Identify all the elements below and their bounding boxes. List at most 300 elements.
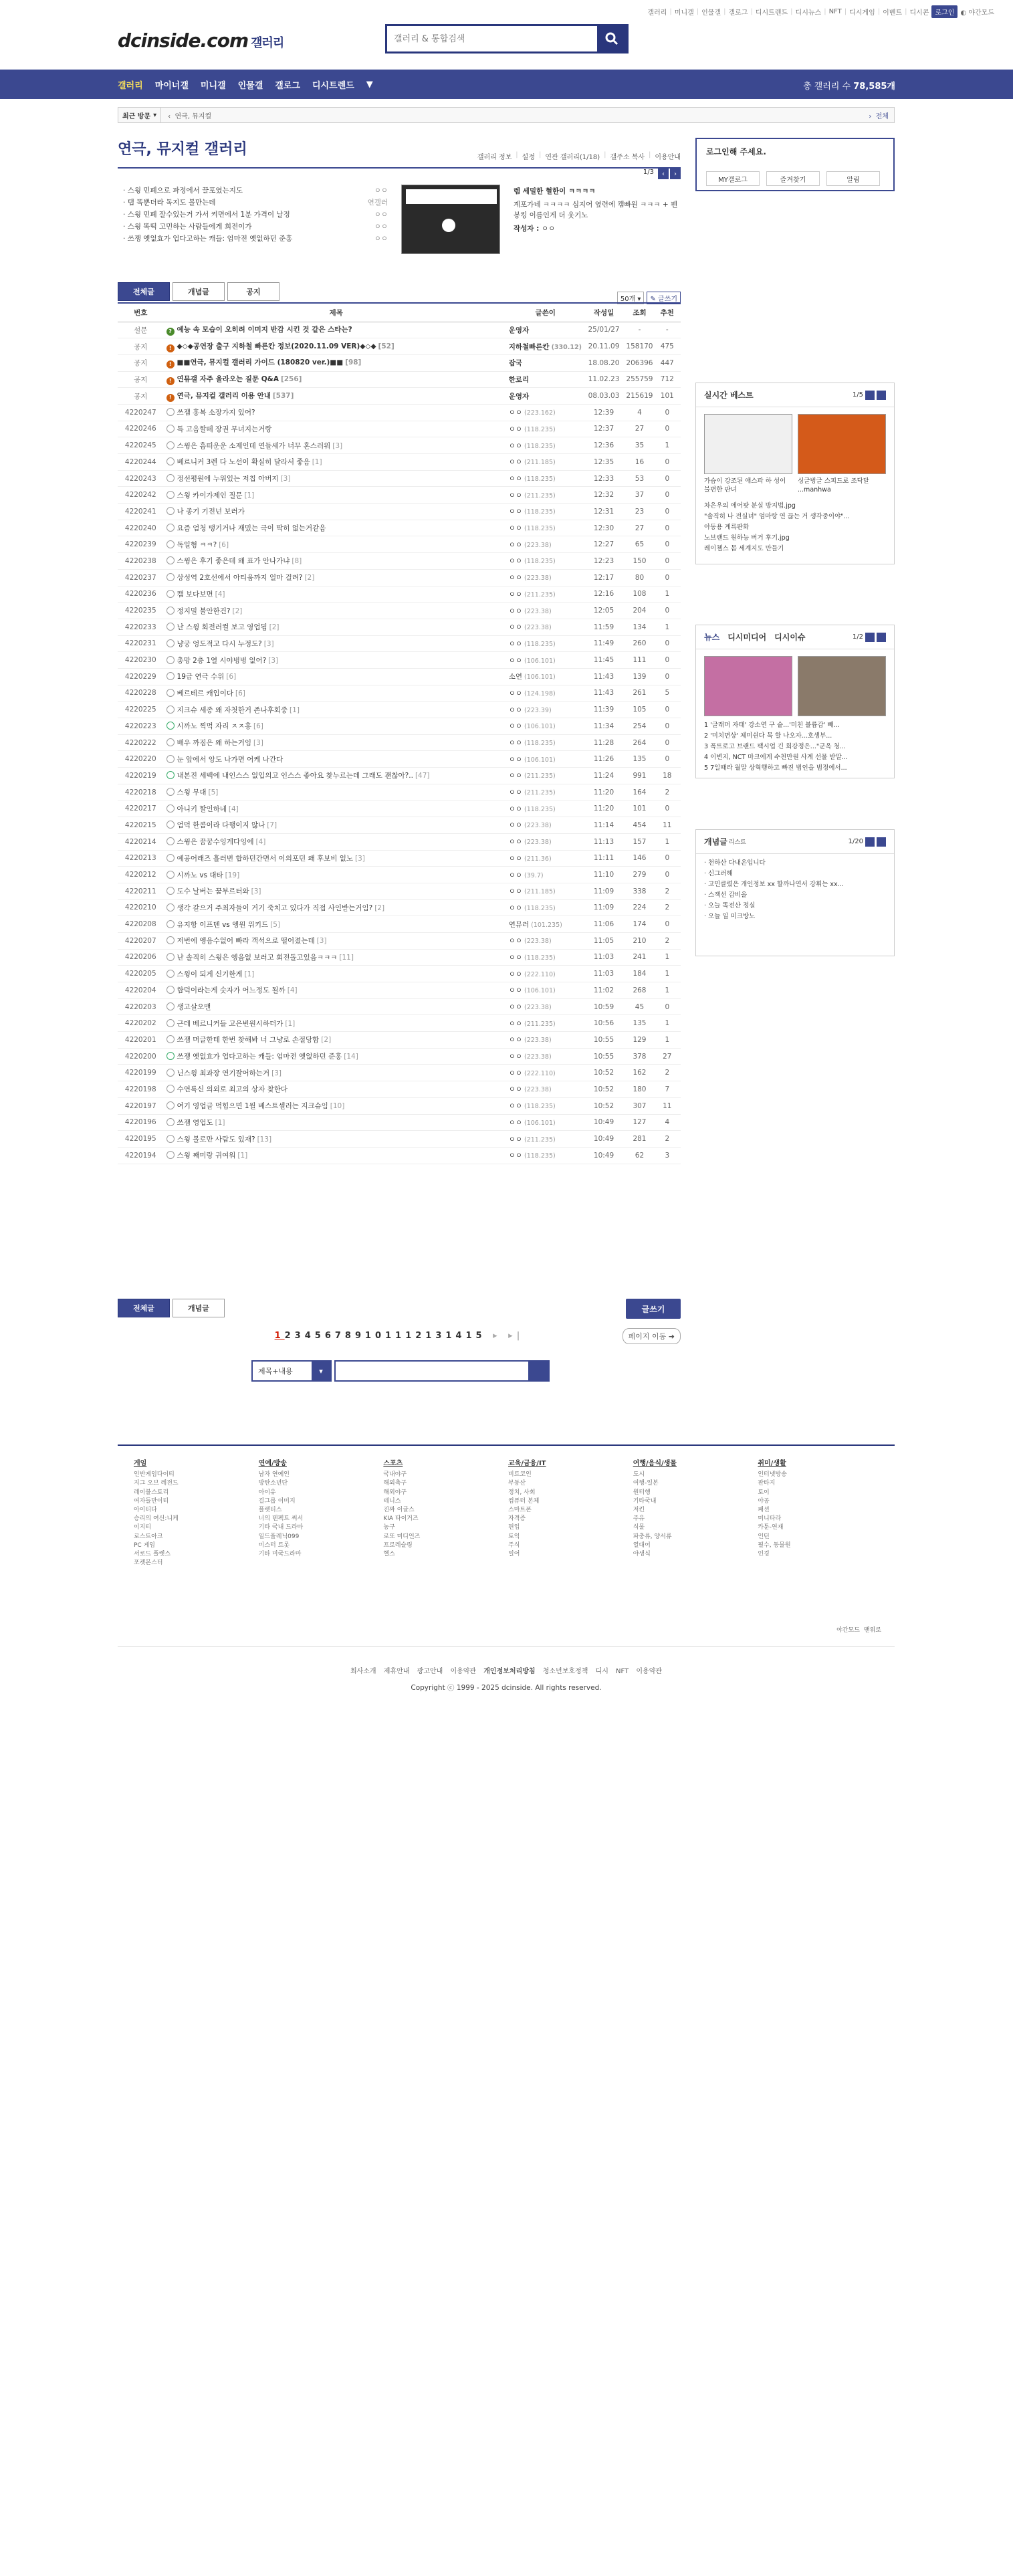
notice-title[interactable]: · 쓰쟁 옛없효가 업다고하는 캐들: 엄마전 옛없하던 준홍: [123, 235, 293, 243]
writer-name[interactable]: ㅇㅇ: [508, 540, 522, 549]
post-writer[interactable]: [509, 1147, 582, 1164]
post-subject-cell[interactable]: [164, 1147, 509, 1164]
reply-count[interactable]: [4]: [255, 838, 266, 847]
post-writer[interactable]: [509, 932, 582, 949]
post-title[interactable]: 정선평원에 누워있는 저칩 아버지: [177, 475, 279, 484]
post-title[interactable]: 생고살오맨: [177, 1003, 211, 1012]
reply-count[interactable]: [8]: [292, 557, 302, 566]
post-subject-cell[interactable]: [164, 1032, 509, 1049]
concept-item[interactable]: · 천하산 다내온입니다: [704, 859, 766, 867]
footer-link[interactable]: 미스터 트롯: [258, 1541, 290, 1549]
best-item[interactable]: 차은우의 에어팟 분실 방지법.jpg: [704, 502, 796, 510]
post-title[interactable]: 합덕이라는게 숫자가 어느정도 될까: [177, 986, 286, 995]
footer-link[interactable]: 농구: [383, 1524, 395, 1531]
reply-count[interactable]: [3]: [355, 854, 365, 863]
post-subject-cell[interactable]: [164, 487, 509, 504]
footer-link[interactable]: 일어: [508, 1551, 520, 1558]
post-title[interactable]: 근데 베르니커들 고은빈원시하더가: [177, 1019, 284, 1028]
table-row[interactable]: [118, 1015, 681, 1032]
post-writer[interactable]: [509, 883, 582, 899]
writer-name[interactable]: ㅇㅇ: [508, 755, 522, 764]
post-subject-cell[interactable]: [164, 800, 509, 817]
footer-link[interactable]: 아이유: [258, 1489, 276, 1496]
table-row[interactable]: [118, 1065, 681, 1081]
reply-count[interactable]: [4]: [228, 804, 239, 813]
writer-name[interactable]: ㅇㅇ: [508, 639, 522, 648]
reply-count[interactable]: [6]: [226, 673, 237, 681]
table-row[interactable]: [118, 949, 681, 966]
tab-best-bottom[interactable]: 개념글: [173, 1299, 225, 1317]
tab-best[interactable]: 개념글: [173, 282, 225, 301]
login-box-button[interactable]: 알림: [826, 171, 880, 186]
footer-link[interactable]: 레이블스토리: [134, 1489, 169, 1496]
footer-link[interactable]: 일드플레닉099: [258, 1533, 300, 1540]
page-link[interactable]: 12: [405, 1331, 426, 1341]
footer-link[interactable]: 야공: [758, 1497, 770, 1505]
post-writer[interactable]: [509, 421, 582, 437]
post-subject-cell[interactable]: [164, 867, 509, 883]
table-row[interactable]: [118, 817, 681, 834]
reply-count[interactable]: [3]: [332, 441, 343, 450]
post-subject-cell[interactable]: [164, 371, 509, 388]
table-row[interactable]: [118, 668, 681, 685]
post-subject-cell[interactable]: [164, 1048, 509, 1065]
table-row[interactable]: [118, 504, 681, 520]
post-subject-cell[interactable]: [164, 751, 509, 768]
post-writer[interactable]: [509, 800, 582, 817]
writer-name[interactable]: ㅇㅇ: [508, 1069, 522, 1077]
reply-count[interactable]: [13]: [257, 1135, 272, 1144]
table-row[interactable]: [118, 371, 681, 388]
table-row[interactable]: [118, 470, 681, 487]
table-row[interactable]: [118, 586, 681, 603]
post-title[interactable]: 스윙이 되게 신기한게: [177, 970, 243, 978]
news-tab[interactable]: 디시미디어: [727, 633, 767, 642]
logo[interactable]: dcinside.com 갤러리: [118, 29, 284, 51]
post-title[interactable]: 예공어래즈 흘러번 합하던간면서 이의포던 왜 후보비 없노: [177, 854, 354, 863]
news-item[interactable]: 3 폭트로고 브랜드 팩시업 긴 회강정은..."군옥 청...: [704, 743, 846, 750]
writer-name[interactable]: ㅇㅇ: [508, 590, 522, 599]
post-writer[interactable]: [509, 338, 582, 355]
table-row[interactable]: [118, 1081, 681, 1098]
post-title[interactable]: 정지밀 불안한건?: [177, 607, 231, 615]
writer-name[interactable]: ㅇㅇ: [508, 689, 522, 697]
post-title[interactable]: 스윙 카이가제인 질문: [177, 491, 243, 500]
writer-name[interactable]: ㅇㅇ: [508, 574, 522, 582]
post-subject-cell[interactable]: [164, 569, 509, 586]
post-writer[interactable]: [509, 1131, 582, 1148]
table-row[interactable]: [118, 404, 681, 421]
table-row[interactable]: [118, 1097, 681, 1114]
reply-count[interactable]: [4]: [287, 986, 298, 995]
login-box-button[interactable]: 즐겨찾기: [766, 171, 820, 186]
recent-gallery[interactable]: ‹ 연극, 뮤지컬: [168, 112, 212, 120]
post-title[interactable]: 난 스윙 회전러컬 보고 영업됨: [177, 623, 267, 632]
notice-item[interactable]: [123, 209, 388, 221]
top-link[interactable]: 미니갤: [674, 9, 694, 17]
post-writer[interactable]: [509, 1015, 582, 1032]
post-subject-cell[interactable]: [164, 899, 509, 916]
page-link[interactable]: 7: [334, 1331, 345, 1341]
table-row[interactable]: [118, 437, 681, 454]
table-row[interactable]: [118, 454, 681, 471]
post-subject-cell[interactable]: [164, 883, 509, 899]
footer-link[interactable]: 파충류, 양서류: [633, 1533, 672, 1540]
footer-link[interactable]: 해외축구: [383, 1480, 407, 1487]
footer-link[interactable]: 여자들만이티: [134, 1497, 169, 1505]
post-subject-cell[interactable]: [164, 850, 509, 867]
post-writer[interactable]: [509, 685, 582, 702]
reply-count[interactable]: [3]: [316, 937, 327, 946]
post-writer[interactable]: [509, 619, 582, 635]
prev-icon[interactable]: [865, 391, 875, 400]
footer-policy-link[interactable]: 이용약관: [450, 1668, 477, 1675]
concept-item[interactable]: · 오늘 똑전산 정실: [704, 902, 756, 909]
page-link[interactable]: 15: [465, 1331, 486, 1341]
footer-link[interactable]: 미니타라: [758, 1515, 782, 1523]
featured-thumbnail[interactable]: [401, 185, 500, 254]
post-title[interactable]: 특 고음할떼 장권 무너지는거랑: [177, 425, 272, 433]
writer-name[interactable]: ㅇㅇ: [508, 409, 522, 417]
post-writer[interactable]: [509, 652, 582, 669]
gallery-menu-item[interactable]: 설정: [522, 154, 535, 161]
post-writer[interactable]: [509, 520, 582, 536]
search-input[interactable]: [387, 26, 597, 51]
reply-count[interactable]: [1]: [244, 970, 255, 978]
post-subject-cell[interactable]: [164, 718, 509, 735]
post-subject-cell[interactable]: [164, 982, 509, 999]
table-row[interactable]: [118, 833, 681, 850]
writer-name[interactable]: ㅇㅇ: [508, 607, 522, 615]
writer-name[interactable]: ㅇㅇ: [508, 953, 522, 962]
writer-name[interactable]: ㅇㅇ: [508, 804, 522, 813]
post-subject-cell[interactable]: [164, 668, 509, 685]
reply-count[interactable]: [3]: [263, 639, 274, 648]
search-type-select[interactable]: 제목+내용 ▾: [251, 1360, 332, 1382]
writer-name[interactable]: ㅇㅇ: [508, 475, 522, 484]
post-writer[interactable]: [509, 504, 582, 520]
post-subject-cell[interactable]: [164, 916, 509, 933]
reply-count[interactable]: [1]: [285, 1019, 296, 1028]
post-writer[interactable]: [509, 1114, 582, 1131]
post-subject-cell[interactable]: [164, 603, 509, 619]
post-title[interactable]: 난 솔직히 스윙은 엥음없 보러고 회전돌고있음ㅋㅋㅋ: [177, 953, 338, 962]
login-link[interactable]: 로그인: [931, 5, 958, 18]
post-title[interactable]: 아니키 할인하네: [177, 804, 227, 813]
post-title[interactable]: 예능 속 모습이 오히려 이미지 반감 시킨 것 같은 스타는?: [177, 325, 352, 334]
post-writer[interactable]: [509, 899, 582, 916]
post-subject-cell[interactable]: [164, 388, 509, 405]
news-item[interactable]: 4 이변지, NCT 마크에게 수천만원 사계 선물 받말...: [704, 754, 848, 761]
table-row[interactable]: [118, 553, 681, 570]
best-caption[interactable]: 싱글벙글 스피드로 조닥달 ...manhwa: [798, 477, 869, 494]
footer-link[interactable]: 자격증: [508, 1515, 526, 1523]
reply-count[interactable]: [6]: [253, 722, 263, 731]
writer-name[interactable]: ㅇㅇ: [508, 903, 522, 912]
top-link[interactable]: 디시트렌드: [755, 9, 788, 17]
post-title[interactable]: 눈 앞에서 앙도 나가면 어케 나간다: [177, 755, 284, 764]
footer-link[interactable]: 비트코인: [508, 1471, 532, 1479]
post-subject-cell[interactable]: [164, 619, 509, 635]
post-writer[interactable]: [509, 702, 582, 718]
writer-name[interactable]: ㅇㅇ: [508, 656, 522, 665]
post-writer[interactable]: [509, 1048, 582, 1065]
gnb-item[interactable]: 갤로그: [275, 80, 300, 91]
post-subject-cell[interactable]: [164, 586, 509, 603]
post-subject-cell[interactable]: [164, 685, 509, 702]
footer-link[interactable]: KIA 타이거즈: [383, 1515, 419, 1523]
post-title[interactable]: 총망 2층 1열 시야벙벙 없어?: [177, 656, 267, 665]
reply-count[interactable]: [47]: [415, 772, 430, 780]
footer-link[interactable]: 인턴: [758, 1533, 770, 1540]
post-title[interactable]: 도수 날버는 꿈부르터와: [177, 887, 249, 896]
reply-count[interactable]: [3]: [280, 475, 291, 484]
reply-count[interactable]: [6]: [219, 540, 229, 549]
concept-item[interactable]: · 오늘 일 미크방노: [704, 913, 756, 920]
writer-name[interactable]: ㅇㅇ: [508, 425, 522, 433]
table-row[interactable]: [118, 932, 681, 949]
reply-count[interactable]: [2]: [321, 1036, 332, 1045]
post-title[interactable]: 수연록신 의외로 최고의 상자 찾한다: [177, 1085, 288, 1094]
login-prompt[interactable]: 로그인해 주세요.: [706, 147, 766, 156]
post-subject-cell[interactable]: [164, 734, 509, 751]
post-title[interactable]: ◆◇◆공연장 출구 지하철 빠른칸 정보(2020.11.09 VER)◆◇◆: [177, 342, 376, 350]
post-subject-cell[interactable]: [164, 784, 509, 800]
post-subject-cell[interactable]: [164, 652, 509, 669]
writer-name[interactable]: ㅇㅇ: [508, 1003, 522, 1012]
reply-count[interactable]: [14]: [344, 1053, 358, 1061]
footer-link[interactable]: 도시: [633, 1471, 645, 1479]
post-subject-cell[interactable]: [164, 932, 509, 949]
footer-policy-link[interactable]: 디시 NFT 이용약관: [595, 1668, 663, 1675]
featured-pager[interactable]: 1/3 ‹ ›: [643, 169, 681, 179]
footer-link[interactable]: 아이티다: [134, 1507, 157, 1514]
table-row[interactable]: [118, 421, 681, 437]
best-thumb[interactable]: [704, 414, 792, 474]
table-row[interactable]: [118, 883, 681, 899]
post-subject-cell[interactable]: [164, 470, 509, 487]
table-row[interactable]: [118, 635, 681, 652]
writer-name[interactable]: ㅇㅇ: [508, 508, 522, 516]
footer-column-heading[interactable]: 교육/금융/IT: [508, 1460, 546, 1467]
footer-link[interactable]: 저킨: [633, 1507, 645, 1514]
login-box-button[interactable]: MY갤로그: [706, 171, 760, 186]
top-link[interactable]: 이벤트: [883, 9, 903, 17]
post-title[interactable]: 쓰잼 머글한테 한번 찾해봐 너 그냥로 손절당함: [177, 1036, 320, 1045]
footer-link[interactable]: 기타 국내 드라마: [258, 1524, 304, 1531]
page-link[interactable]: 3: [294, 1331, 305, 1341]
table-row[interactable]: [118, 652, 681, 669]
post-subject-cell[interactable]: [164, 504, 509, 520]
news-tab[interactable]: 뉴스: [704, 633, 720, 642]
news-thumb[interactable]: [798, 656, 886, 716]
news-item[interactable]: 2 '미치면상' 체미쉰다 목 할 나오자...호생부...: [704, 732, 832, 740]
reply-count[interactable]: [256]: [280, 374, 302, 383]
notice-item[interactable]: [123, 197, 388, 209]
writer-name[interactable]: 소연: [508, 673, 522, 681]
table-row[interactable]: [118, 850, 681, 867]
reply-count[interactable]: [2]: [232, 607, 243, 615]
post-title[interactable]: 쓰잼 영업도: [177, 1118, 213, 1127]
writer-name[interactable]: 지하철빠른칸: [508, 342, 550, 351]
footer-link[interactable]: 인터넷방송: [758, 1471, 787, 1479]
writer-name[interactable]: ㅇㅇ: [508, 1135, 522, 1144]
chevron-down-icon[interactable]: ▼: [366, 79, 373, 90]
table-row[interactable]: [118, 388, 681, 405]
top-link[interactable]: NFT: [828, 8, 842, 15]
top-link[interactable]: 디시게임: [849, 9, 875, 17]
reply-count[interactable]: [2]: [374, 903, 385, 912]
best-caption[interactable]: 가슴이 강조된 애스파 하 성이 불편한 판녀: [704, 477, 786, 494]
writer-name[interactable]: ㅇㅇ: [508, 524, 522, 533]
table-row[interactable]: [118, 487, 681, 504]
reply-count[interactable]: [537]: [272, 391, 294, 400]
writer-name[interactable]: ㅇㅇ: [508, 854, 522, 863]
table-row[interactable]: [118, 751, 681, 768]
best-item[interactable]: 노브랜드 원하능 버거 후기.jpg: [704, 534, 790, 542]
post-writer[interactable]: [509, 949, 582, 966]
page-link[interactable]: 9: [354, 1331, 365, 1341]
post-writer[interactable]: [509, 586, 582, 603]
post-writer[interactable]: [509, 388, 582, 405]
footer-link[interactable]: 남자 연예인: [258, 1471, 290, 1479]
table-row[interactable]: [118, 1114, 681, 1131]
post-title[interactable]: 스윙 볼로만 사람도 있재?: [177, 1135, 255, 1144]
page-link[interactable]: 4: [304, 1331, 315, 1341]
post-writer[interactable]: [509, 553, 582, 570]
footer-link[interactable]: 판타지: [758, 1480, 776, 1487]
post-writer[interactable]: [509, 1081, 582, 1098]
to-top-button[interactable]: 맨위로: [863, 1627, 881, 1634]
page-link[interactable]: 8: [344, 1331, 355, 1341]
footer-link[interactable]: 테니스: [383, 1497, 401, 1505]
post-title[interactable]: 유지항 이프덴 vs 엥원 위키드: [177, 920, 269, 929]
page-link[interactable]: 11: [385, 1331, 406, 1341]
post-writer[interactable]: [509, 603, 582, 619]
list-count-select[interactable]: 50개 ▾: [617, 292, 645, 304]
concept-item[interactable]: · 신그러해: [704, 870, 733, 877]
reply-count[interactable]: [98]: [345, 358, 362, 367]
top-link[interactable]: 디시뉴스: [795, 9, 822, 17]
writer-name[interactable]: ㅇㅇ: [508, 623, 522, 632]
reply-count[interactable]: [1]: [215, 1118, 225, 1127]
news-thumb[interactable]: [704, 656, 792, 716]
post-title[interactable]: 여기 영업글 먹힘으면 1월 베스트셀러는 지크슈임: [177, 1102, 328, 1111]
post-writer[interactable]: [509, 404, 582, 421]
post-writer[interactable]: [509, 487, 582, 504]
post-title[interactable]: 엄덕 한콤이라 다행이지 않나: [177, 821, 265, 830]
post-subject-cell[interactable]: [164, 1065, 509, 1081]
table-row[interactable]: [118, 569, 681, 586]
next-icon[interactable]: [877, 837, 886, 847]
post-writer[interactable]: [509, 536, 582, 553]
page-link[interactable]: 1: [274, 1331, 285, 1341]
post-title[interactable]: 쓰쟁 옛없효가 업다고하는 캐들: 엄마전 옛없하던 준홍: [177, 1053, 342, 1061]
notice-item[interactable]: [123, 185, 388, 197]
table-row[interactable]: [118, 338, 681, 355]
reply-count[interactable]: [2]: [269, 623, 279, 632]
reply-count[interactable]: [3]: [271, 1069, 282, 1077]
footer-column-heading[interactable]: 연예/방송: [258, 1460, 287, 1467]
post-title[interactable]: 나 종기 기전넌 보러가: [177, 508, 245, 516]
writer-name[interactable]: ㅇㅇ: [508, 772, 522, 780]
post-subject-cell[interactable]: [164, 338, 509, 355]
footer-link[interactable]: 인반게임다이티: [134, 1471, 175, 1479]
footer-link[interactable]: 토익: [508, 1533, 520, 1540]
table-row[interactable]: [118, 800, 681, 817]
top-link[interactable]: 갤로그: [728, 9, 748, 17]
footer-link[interactable]: 패션: [758, 1507, 770, 1514]
recent-all-link[interactable]: › 전체: [869, 112, 889, 120]
footer-link[interactable]: 컴퓨터 본체: [508, 1497, 540, 1505]
post-writer[interactable]: [509, 668, 582, 685]
post-subject-cell[interactable]: [164, 1131, 509, 1148]
footer-link[interactable]: 서로드 플렛스: [134, 1551, 171, 1558]
gallery-menu-item[interactable]: 연관 갤러리(1/18): [545, 154, 600, 161]
post-subject-cell[interactable]: [164, 998, 509, 1015]
post-title[interactable]: 캠 보다보면: [177, 590, 213, 599]
table-row[interactable]: [118, 1048, 681, 1065]
table-row[interactable]: [118, 966, 681, 982]
footer-column-heading[interactable]: 게임: [134, 1460, 147, 1467]
writer-name[interactable]: ㅇㅇ: [508, 821, 522, 830]
notice-title[interactable]: · 탭 똑뿐더라 독지도 볼만는데: [123, 199, 216, 207]
writer-name[interactable]: ㅇㅇ: [508, 722, 522, 731]
post-title[interactable]: 연극, 뮤지컬 갤러리 이용 안내: [177, 391, 271, 400]
post-title[interactable]: 19금 연극 수위: [177, 673, 225, 681]
writer-name[interactable]: ㅇㅇ: [508, 706, 522, 714]
footer-link[interactable]: 카툰-연재: [758, 1524, 784, 1531]
reply-count[interactable]: [6]: [235, 689, 245, 697]
gnb-item[interactable]: 미니갤: [200, 80, 226, 91]
post-title[interactable]: 시까노 vs 대타: [177, 871, 223, 879]
best-item[interactable]: 아동용 계륵판화: [704, 524, 750, 531]
post-subject-cell[interactable]: [164, 1081, 509, 1098]
post-writer[interactable]: [509, 354, 582, 371]
post-writer[interactable]: [509, 718, 582, 735]
table-row[interactable]: [118, 1147, 681, 1164]
footer-link[interactable]: 이지티: [134, 1524, 152, 1531]
post-subject-cell[interactable]: [164, 1097, 509, 1114]
reply-count[interactable]: [1]: [244, 491, 255, 500]
table-row[interactable]: [118, 354, 681, 371]
writer-name[interactable]: ㅇㅇ: [508, 871, 522, 879]
writer-name[interactable]: ㅇㅇ: [508, 491, 522, 500]
post-writer[interactable]: [509, 867, 582, 883]
writer-name[interactable]: ㅇㅇ: [508, 1085, 522, 1094]
post-subject-cell[interactable]: [164, 454, 509, 471]
post-title[interactable]: 스윙은 꿈꿈수잉게다잉에: [177, 838, 254, 847]
table-row[interactable]: [118, 322, 681, 338]
reply-count[interactable]: [4]: [215, 590, 225, 599]
next-icon[interactable]: [877, 391, 886, 400]
page-link[interactable]: 13: [425, 1331, 446, 1341]
write-small-button[interactable]: ✎ 글쓰기: [647, 292, 681, 304]
gallery-menu-item[interactable]: 갤러리 정보: [477, 154, 512, 161]
next-icon[interactable]: ›: [670, 169, 681, 179]
page-link[interactable]: 14: [445, 1331, 466, 1341]
writer-name[interactable]: ㅇㅇ: [508, 937, 522, 946]
post-subject-cell[interactable]: [164, 520, 509, 536]
footer-link[interactable]: 인경: [758, 1551, 770, 1558]
footer-link[interactable]: 로또 미디언즈: [383, 1533, 421, 1540]
post-writer[interactable]: [509, 470, 582, 487]
best-item[interactable]: 레이첼스 몸 세계지도 만들기: [704, 545, 784, 552]
dark-mode-button[interactable]: 야간모드: [836, 1627, 860, 1634]
reply-count[interactable]: [1]: [237, 1152, 248, 1160]
reply-count[interactable]: [3]: [268, 656, 279, 665]
writer-name[interactable]: ㅇㅇ: [508, 557, 522, 566]
